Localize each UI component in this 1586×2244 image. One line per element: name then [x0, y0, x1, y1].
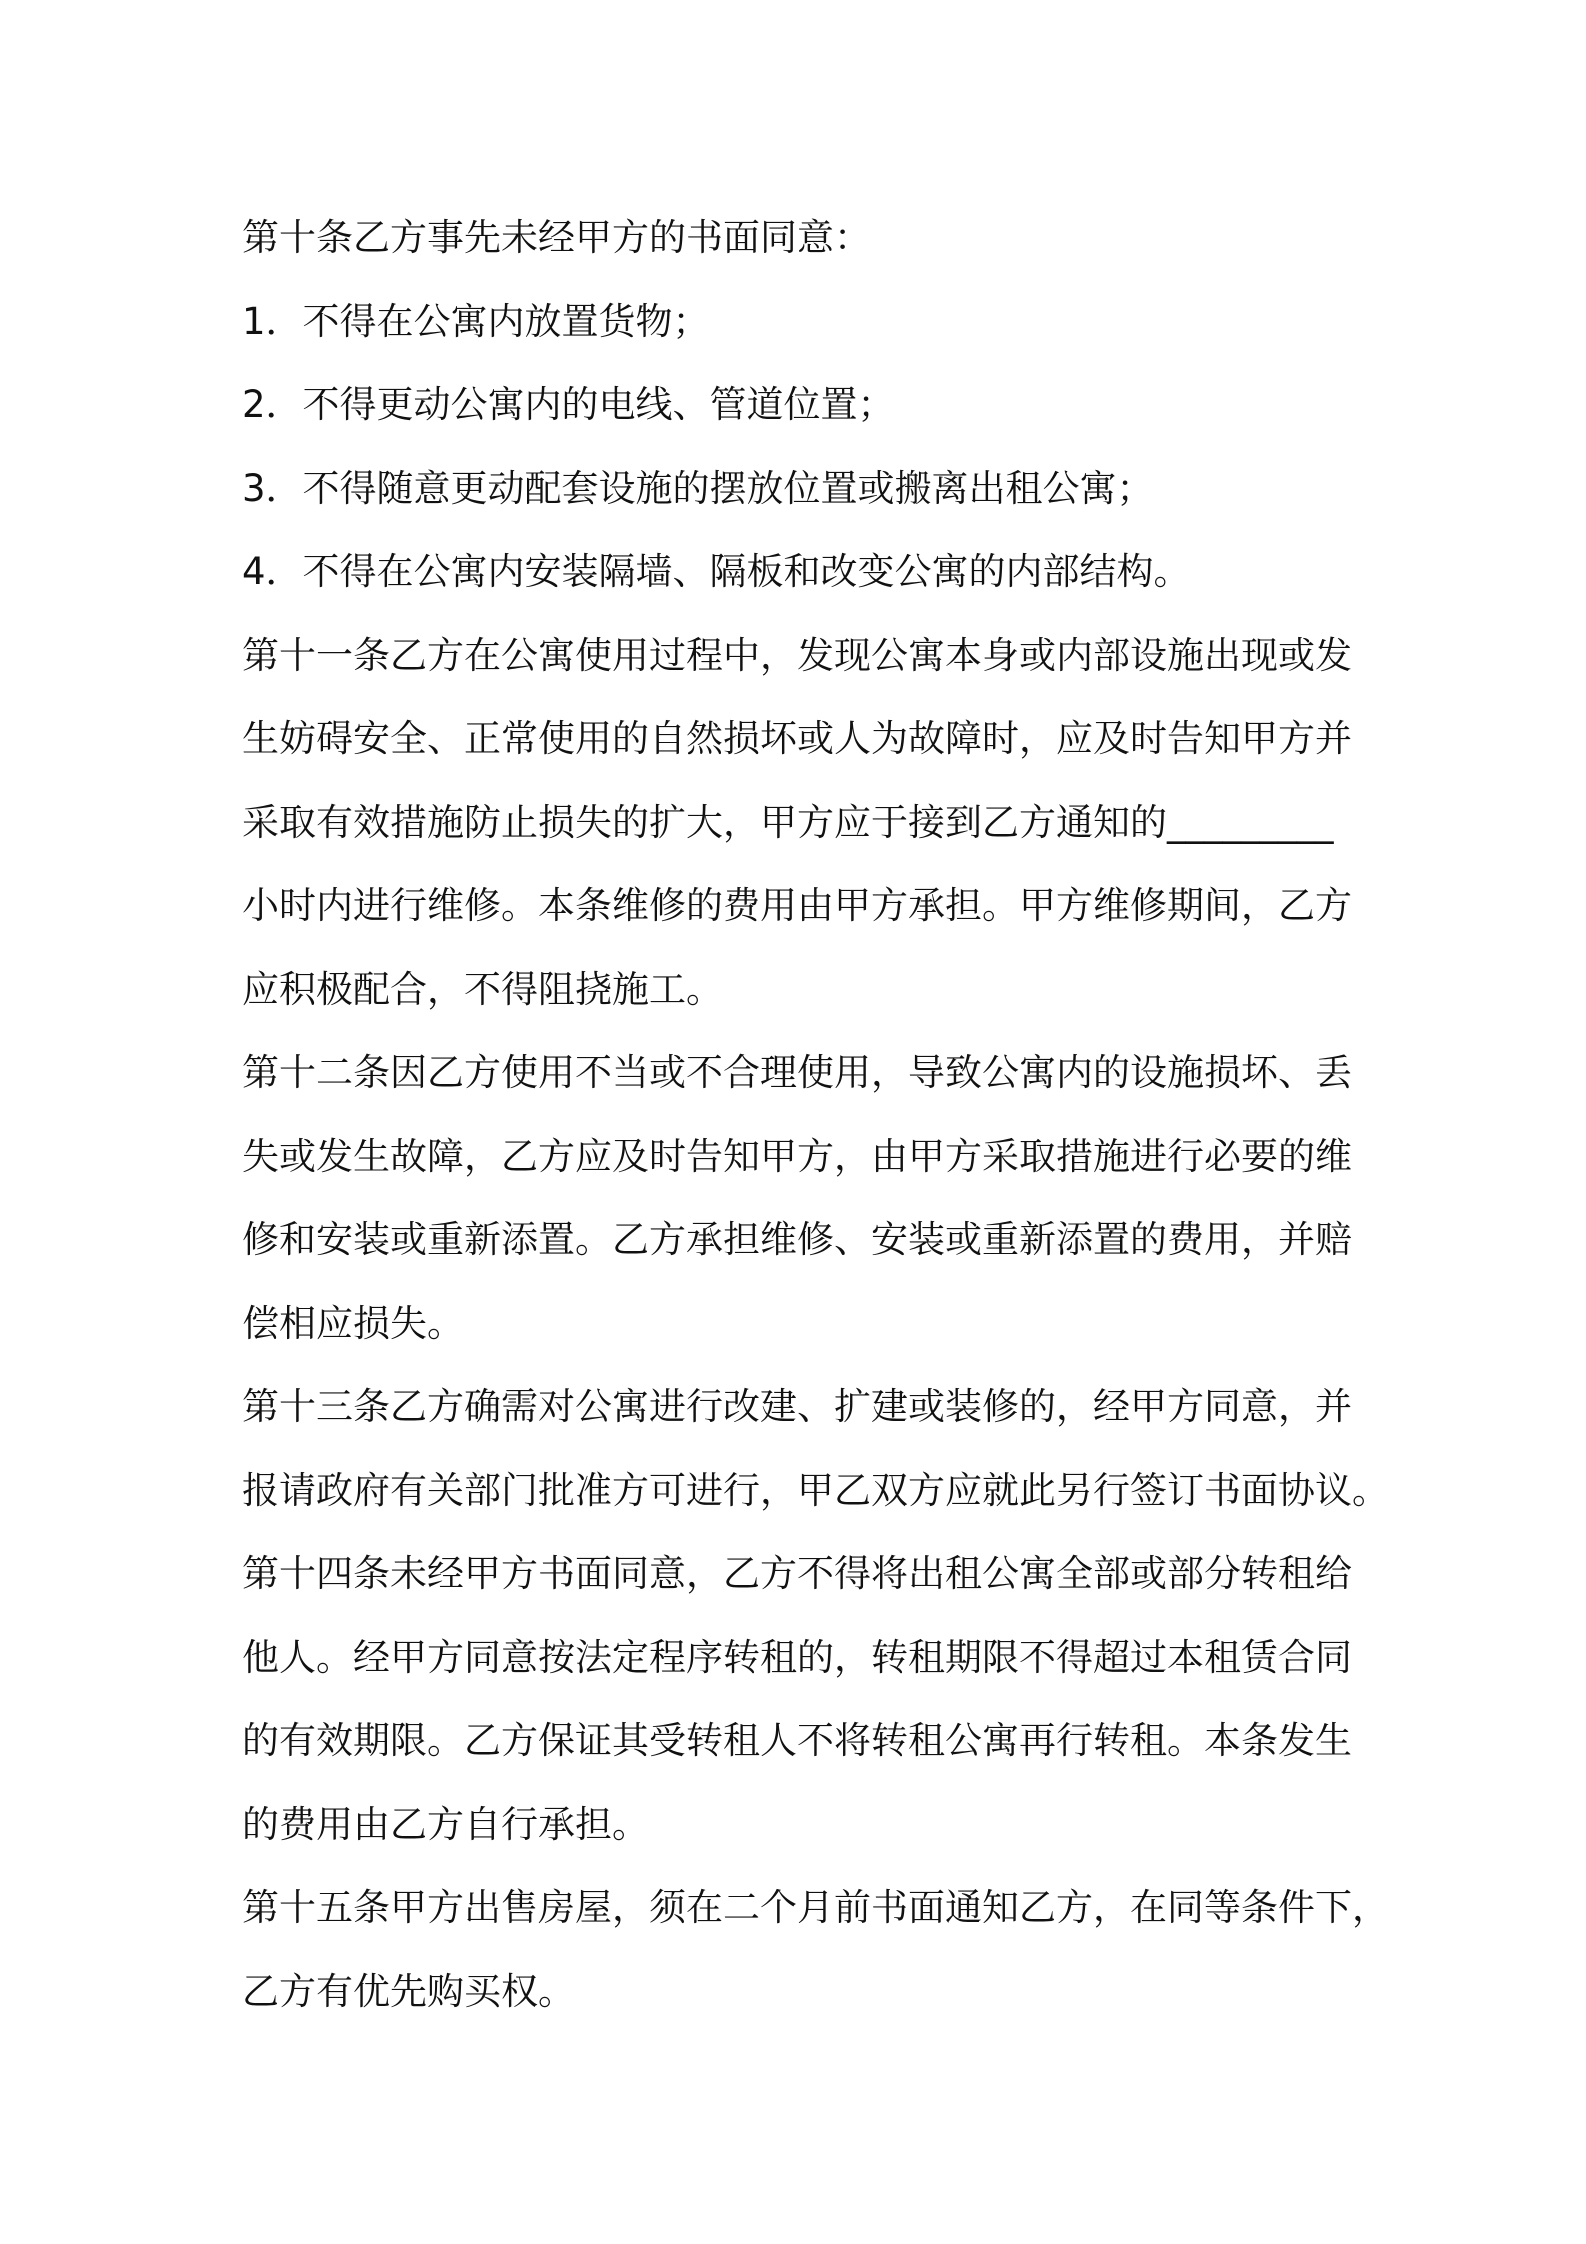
article-11-line-4: 小时内进行维修。本条维修的费用由甲方承担。甲方维修期间，乙方 — [242, 884, 1352, 927]
article-12-line-3: 修和安装或重新添置。乙方承担维修、安装或重新添置的费用，并赔 — [242, 1218, 1352, 1261]
article-12-line-2: 失或发生故障，乙方应及时告知甲方，由甲方采取措施进行必要的维 — [242, 1134, 1352, 1178]
article-11-line-3: 采取有效措施防止损失的扩大，甲方应于接到乙方通知的_________ — [242, 800, 1334, 844]
article-13-line-2: 报请政府有关部门批准方可进行，甲乙双方应就此另行签订书面协议。 — [242, 1468, 1389, 1512]
article-14-line-1: 第十四条未经甲方书面同意，乙方不得将出租公寓全部或部分转租给 — [242, 1552, 1352, 1595]
document-body — [242, 196, 1389, 2033]
article-11-line-2: 生妨碍安全、正常使用的自然损坏或人为故障时，应及时告知甲方并 — [242, 717, 1352, 760]
article-10-item-3: 3．不得随意更动配套设施的摆放位置或搬离出租公寓； — [242, 466, 1154, 510]
article-10-item-4: 4．不得在公寓内安装隔墙、隔板和改变公寓的内部结构。 — [242, 550, 1191, 593]
article-10-heading: 第十条乙方事先未经甲方的书面同意： — [242, 216, 871, 259]
article-12-line-4: 偿相应损失。 — [242, 1301, 464, 1345]
article-11-line-1: 第十一条乙方在公寓使用过程中，发现公寓本身或内部设施出现或发 — [242, 633, 1352, 677]
article-15-line-2: 乙方有优先购买权。 — [242, 1969, 575, 2013]
article-14-line-4: 的费用由乙方自行承担。 — [242, 1802, 649, 1846]
article-11-line-5: 应积极配合，不得阻挠施工。 — [242, 967, 723, 1011]
article-15-line-1: 第十五条甲方出售房屋，须在二个月前书面通知乙方，在同等条件下， — [242, 1886, 1389, 1929]
article-10-item-1: 1．不得在公寓内放置货物； — [242, 299, 710, 343]
article-14-line-2: 他人。经甲方同意按法定程序转租的，转租期限不得超过本租赁合同 — [242, 1635, 1352, 1679]
article-10-item-2: 2．不得更动公寓内的电线、管道位置； — [242, 383, 895, 426]
article-14-line-3: 的有效期限。乙方保证其受转租人不将转租公寓再行转租。本条发生 — [242, 1719, 1352, 1762]
article-13-line-1: 第十三条乙方确需对公寓进行改建、扩建或装修的，经甲方同意，并 — [242, 1385, 1352, 1428]
article-12-line-1: 第十二条因乙方使用不当或不合理使用，导致公寓内的设施损坏、丢 — [242, 1051, 1352, 1094]
